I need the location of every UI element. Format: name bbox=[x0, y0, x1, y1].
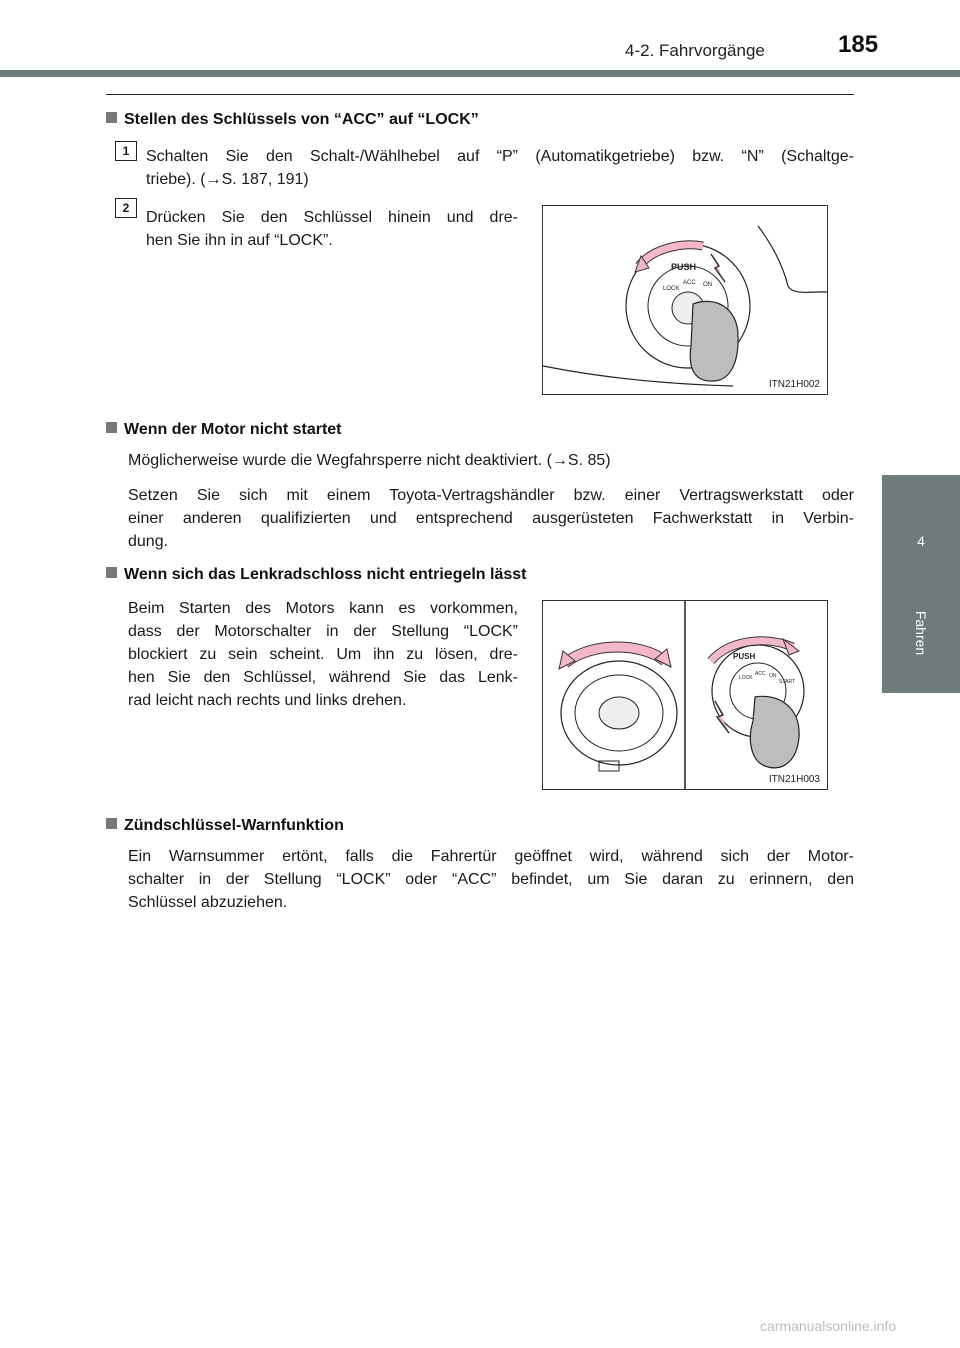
step-2-text: Drücken Sie den Schlüssel hinein und dre- hen Sie ihn in auf “LOCK”. bbox=[146, 209, 518, 249]
chapter-label: Fahren bbox=[913, 610, 929, 656]
heading-bullet-icon bbox=[106, 422, 117, 433]
ignition-key-illustration bbox=[543, 206, 827, 394]
figure-code-2: ITN21H003 bbox=[768, 774, 820, 785]
header-bar bbox=[0, 70, 960, 77]
steering-unlock-figure bbox=[542, 600, 828, 790]
push-label-2: PUSH bbox=[733, 652, 756, 661]
watermark: carmanualsonline.info bbox=[760, 1318, 897, 1334]
figure-code: ITN21H002 bbox=[768, 379, 820, 390]
step-1-text: Schalten Sie den Schalt-/Wählhebel auf “P” (Automatikgetriebe) bzw. “N” (Schaltge- triebe). (→S. 187, 191) bbox=[146, 148, 854, 188]
ignition-key-figure bbox=[542, 205, 828, 395]
lock-label: LOCK bbox=[663, 286, 680, 292]
acc-label-2: ACC bbox=[755, 671, 766, 677]
on-label: ON bbox=[703, 282, 712, 288]
heading-acc-lock: Stellen des Schlüssels von “ACC” auf “LOCK” bbox=[106, 111, 479, 129]
heading-bullet-icon bbox=[106, 567, 117, 578]
start-label: START bbox=[779, 679, 795, 685]
chapter-label-tab bbox=[882, 575, 960, 693]
chapter-tab bbox=[882, 475, 960, 575]
heading-bullet-icon bbox=[106, 112, 117, 123]
step-1-badge: 1 bbox=[115, 141, 137, 161]
page-header bbox=[0, 0, 960, 77]
top-rule bbox=[106, 94, 854, 95]
chapter-number: 4 bbox=[917, 533, 925, 549]
steering-unlock-illustration bbox=[543, 601, 827, 789]
acc-label: ACC bbox=[683, 280, 696, 286]
on-label-2: ON bbox=[769, 673, 777, 679]
section-title: 4-2. Fahrvorgänge bbox=[625, 41, 765, 60]
step-2-badge: 2 bbox=[115, 198, 137, 218]
steering-lock-text: Beim Starten des Motors kann es vorkommen, dass der Motorschalter in der Stellung “LOCK” blockiert zu sein scheint. Um ihn zu lösen, dre- hen Sie den Schlüssel, während Sie das Lenk- rad leicht nach rechts und links drehen. bbox=[128, 600, 518, 709]
heading-bullet-icon bbox=[106, 818, 117, 829]
heading-key-warning: Zündschlüssel-Warnfunktion bbox=[106, 817, 344, 835]
heading-motor-not-start: Wenn der Motor nicht startet bbox=[106, 421, 342, 439]
motor-not-start-para-2: Setzen Sie sich mit einem Toyota-Vertragshändler bzw. einer Vertragswerkstatt oder einer anderen qualifizierten und entsprechend ausgerüsteten Fachwerkstatt in Verbin- dung. bbox=[128, 487, 854, 550]
heading-steering-lock: Wenn sich das Lenkradschloss nicht entriegeln lässt bbox=[106, 566, 527, 584]
push-label: PUSH bbox=[671, 262, 697, 272]
motor-not-start-para-1: Möglicherweise wurde die Wegfahrsperre nicht deaktiviert. (→S. 85) bbox=[128, 452, 611, 469]
lock-label-2: LOCK bbox=[739, 675, 753, 681]
page-number: 185 bbox=[838, 31, 879, 58]
key-warning-text: Ein Warnsummer ertönt, falls die Fahrertür geöffnet wird, während sich der Motor- schalter in der Stellung “LOCK” oder “ACC” befindet, um Sie daran zu erinnern, den Schlüssel abzuziehen. bbox=[128, 848, 854, 911]
